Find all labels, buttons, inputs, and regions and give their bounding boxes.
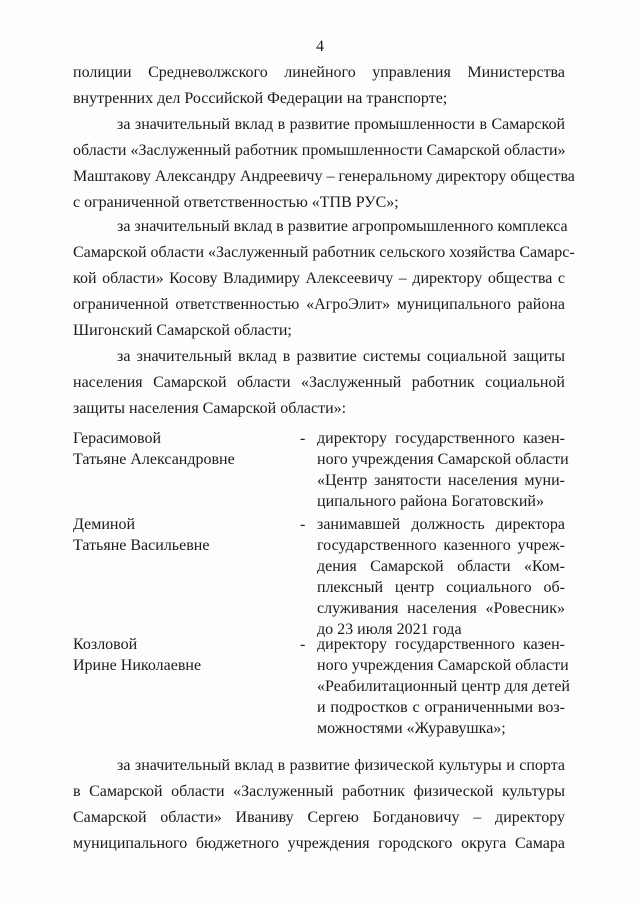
- paragraph-sport-award: [73, 753, 565, 857]
- text-line: «Реабилитационный центр для детей: [317, 678, 570, 695]
- awardee-name: [73, 634, 283, 676]
- text-line: ограниченной ответственностью «АгроЭлит» муниципального района: [73, 296, 565, 313]
- paragraph-industry-award: [73, 112, 575, 216]
- page-number: 4: [316, 38, 324, 55]
- text-line: Шигонский Самарской области;: [73, 322, 292, 339]
- text-line: плексный центр социального об-: [317, 579, 565, 596]
- text-line: защиты населения Самарской области»:: [73, 400, 347, 417]
- awardee-surname: Деминой: [73, 516, 136, 533]
- text-line: Самарской области «Заслуженный работник сельского хозяйства Самарс-: [73, 244, 575, 261]
- text-line: полиции Средневолжского линейного управления Министерства: [73, 64, 565, 81]
- awardee-given-name: Татьяне Александровне: [73, 451, 235, 468]
- awardee-description: [317, 428, 569, 512]
- text-line: Самарской области» Иваниву Сергею Богдановичу – директору: [73, 809, 565, 826]
- text-line: внутренних дел Российской Федерации на транспорте;: [73, 90, 448, 107]
- awardee-surname: Герасимовой: [73, 430, 162, 447]
- text-line: до 23 июля 2021 года: [317, 621, 462, 638]
- text-line: государственного казенного учреж-: [317, 537, 565, 554]
- text-line: можностями «Журавушка»;: [317, 720, 506, 737]
- awardee-name: [73, 428, 283, 470]
- text-line: и подростков с ограниченными воз-: [317, 699, 565, 716]
- list-dash: -: [300, 430, 306, 447]
- awardee-given-name: Ирине Николаевне: [73, 657, 202, 674]
- list-dash: -: [300, 636, 306, 653]
- text-line: дения Самарской области «Ком-: [317, 558, 565, 575]
- text-line: в Самарской области «Заслуженный работник физической культуры: [73, 783, 565, 800]
- awardee-description: [317, 634, 570, 739]
- text-line: кой области» Косову Владимиру Алексеевичу – директору общества с: [73, 270, 565, 287]
- paragraph-continuation: [73, 60, 565, 112]
- text-line: ного учреждения Самарской области: [317, 451, 569, 468]
- text-line: служивания населения «Ровесник»: [317, 600, 565, 617]
- awardee-surname: Козловой: [73, 636, 138, 653]
- awardee-given-name: Татьяне Васильевне: [73, 537, 210, 554]
- text-line: за значительный вклад в развитие промышленности в Самарской: [117, 116, 565, 133]
- text-line: директору государственного казен-: [317, 430, 565, 447]
- text-line: за значительный вклад в развитие физической культуры и спорта: [117, 757, 565, 774]
- paragraph-agriculture-award: [73, 214, 575, 344]
- awardee-description: [317, 514, 565, 640]
- text-line: занимавшей должность директора: [317, 516, 565, 533]
- list-dash: -: [300, 516, 306, 533]
- text-line: директору государственного казен-: [317, 636, 565, 653]
- text-line: ного учреждения Самарской области: [317, 657, 569, 674]
- text-line: «Центр занятости населения муни-: [317, 472, 565, 489]
- text-line: за значительный вклад в развитие агропромышленного комплекса: [117, 218, 568, 235]
- awardee-name: [73, 514, 283, 556]
- text-line: области «Заслуженный работник промышленности Самарской области»: [73, 142, 566, 159]
- text-line: с ограниченной ответственностью «ТПВ РУС»;: [73, 194, 399, 211]
- text-line: за значительный вклад в развитие системы социальной защиты: [117, 348, 565, 365]
- text-line: населения Самарской области «Заслуженный работник социальной: [73, 374, 565, 391]
- text-line: муниципального бюджетного учреждения городского округа Самара: [73, 835, 565, 852]
- paragraph-social-award: [73, 344, 565, 422]
- text-line: ципального района Богатовский»: [317, 493, 544, 510]
- text-line: Маштакову Александру Андреевичу – генеральному директору общества: [73, 168, 575, 185]
